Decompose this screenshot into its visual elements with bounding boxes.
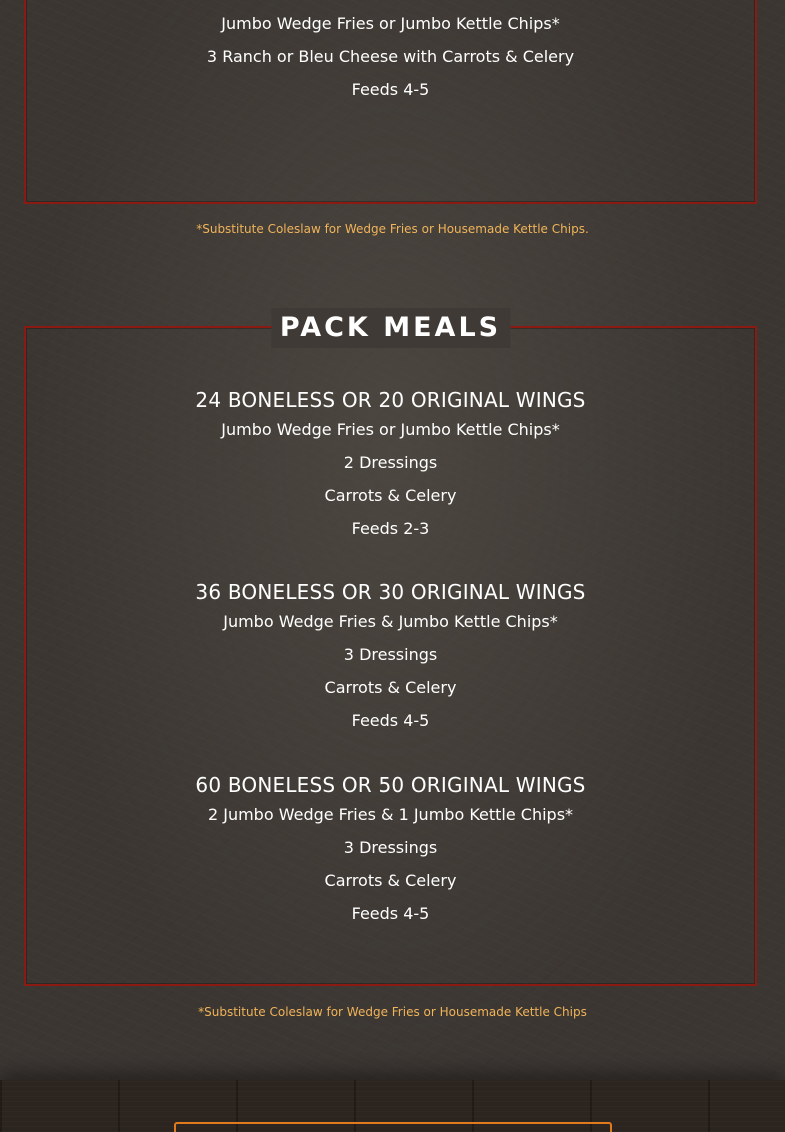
menu-item-line xyxy=(26,0,755,4)
substitution-note: *Substitute Coleslaw for Wedge Fries or Housemade Kettle Chips. xyxy=(196,222,589,236)
menu-item-24-boneless-20-original xyxy=(26,387,755,545)
order-button[interactable] xyxy=(174,1122,612,1132)
menu-item-line: Carrots & Celery xyxy=(324,871,457,890)
menu-item-line: 3 Ranch or Bleu Cheese with Carrots & Celery xyxy=(206,47,575,66)
substitution-note: *Substitute Coleslaw for Wedge Fries or Housemade Kettle Chips xyxy=(198,1005,587,1019)
menu-item-line: Feeds 4-5 xyxy=(351,904,430,923)
menu-item-line: 2 Dressings xyxy=(343,453,438,472)
menu-item-line: Jumbo Wedge Fries & Jumbo Kettle Chips* xyxy=(223,612,558,631)
menu-item-line: 2 Jumbo Wedge Fries & 1 Jumbo Kettle Chips* xyxy=(207,805,574,824)
menu-item-title: 60 BONELESS OR 50 ORIGINAL WINGS xyxy=(195,773,586,797)
pack-meals-box xyxy=(24,312,757,986)
menu-item-line: Feeds 2-3 xyxy=(351,519,430,538)
menu-item-36-boneless-wings xyxy=(26,0,755,106)
menu-item-line: Carrots & Celery xyxy=(324,486,457,505)
combo-menu-box xyxy=(24,0,757,204)
menu-item-line: Carrots & Celery xyxy=(324,678,457,697)
menu-item-line: Feeds 4-5 xyxy=(351,711,430,730)
section-title-pack-meals: PACK MEALS xyxy=(271,308,510,348)
menu-item-line: Feeds 4-5 xyxy=(351,80,430,99)
menu-item-line: 3 Dressings xyxy=(343,838,438,857)
menu-item-line: Jumbo Wedge Fries or Jumbo Kettle Chips* xyxy=(221,14,560,33)
menu-item-36-boneless-30-original xyxy=(26,579,755,737)
menu-item-title: 36 BONELESS OR 30 ORIGINAL WINGS xyxy=(195,580,586,604)
menu-item-60-boneless-50-original xyxy=(26,772,755,930)
menu-item-line: Jumbo Wedge Fries or Jumbo Kettle Chips* xyxy=(221,420,560,439)
menu-item-title: 24 BONELESS OR 20 ORIGINAL WINGS xyxy=(195,388,586,412)
menu-item-line: 3 Dressings xyxy=(343,645,438,664)
